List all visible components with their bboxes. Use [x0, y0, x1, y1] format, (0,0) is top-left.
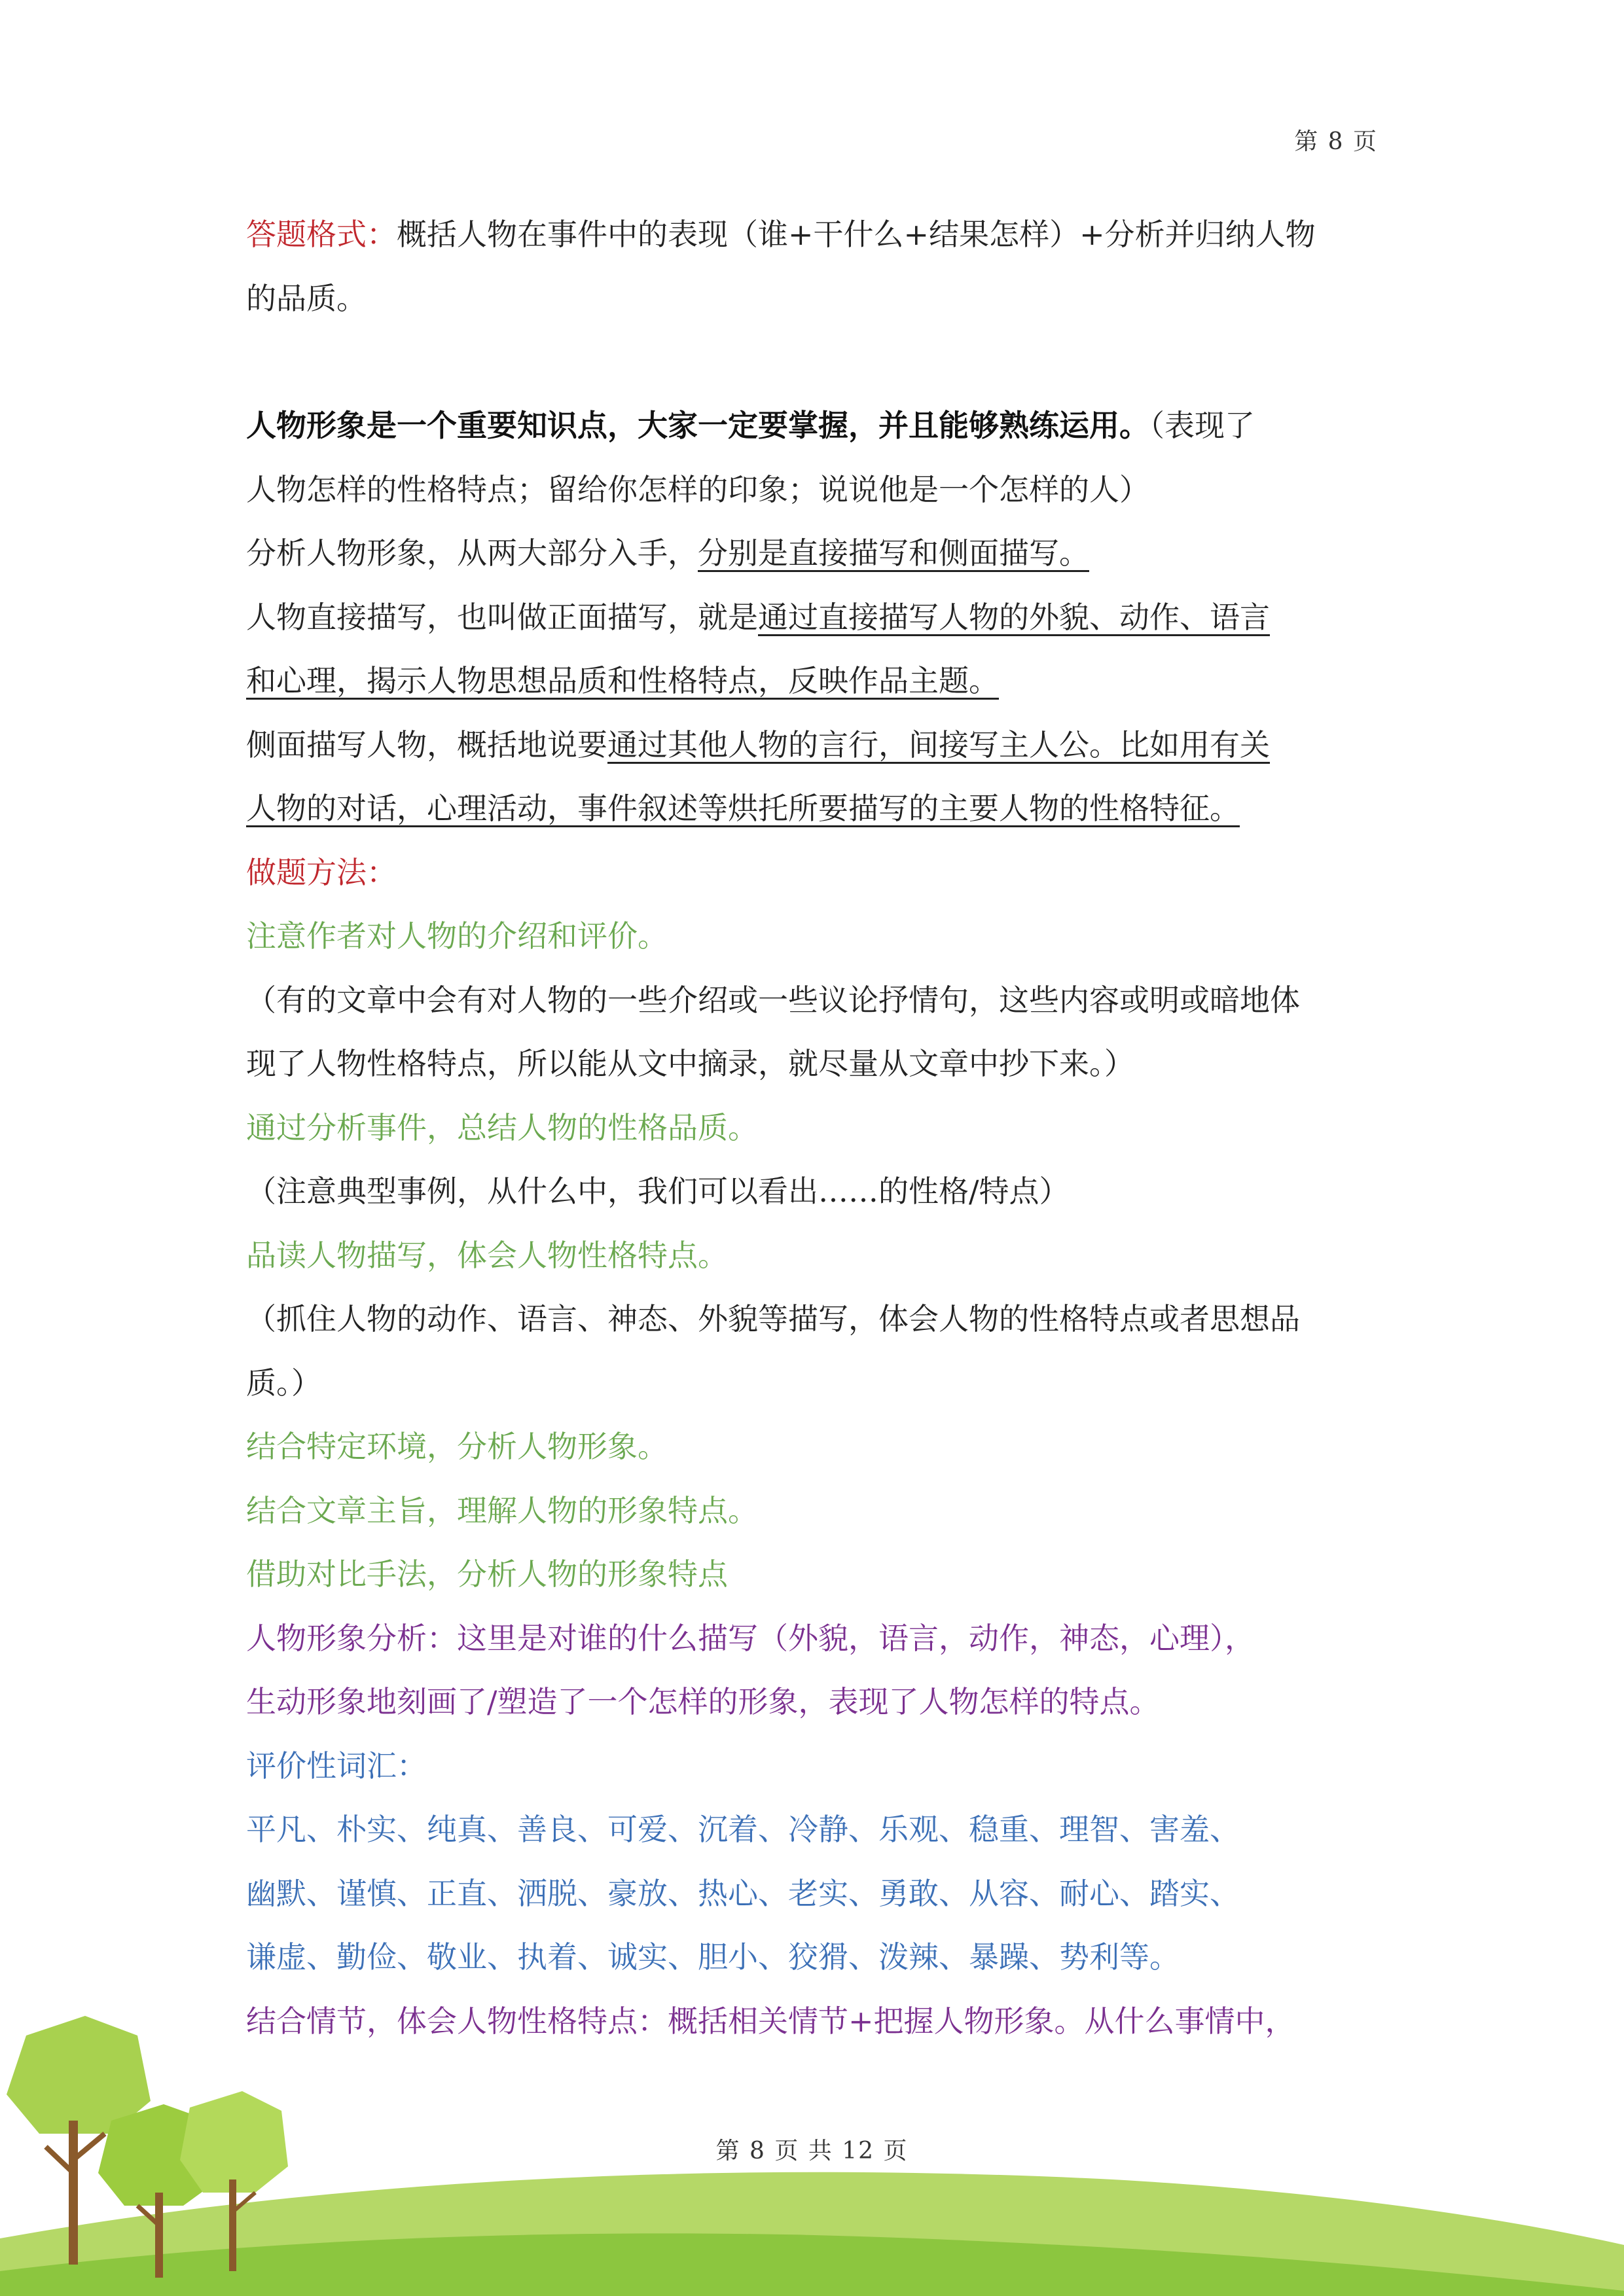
method-4: 结合特定环境，分析人物形象。	[246, 1429, 668, 1464]
answer-format-text: 概括人物在事件中的表现（谁+干什么+结果怎样）+分析并归纳人物	[397, 217, 1316, 252]
side-description-underlined-2: 人物的对话，心理活动，事件叙述等烘托所要描写的主要人物的性格特征。	[246, 791, 1240, 826]
direct-description-underlined-2: 和心理，揭示人物思想品质和性格特点，反映作品主题。	[246, 663, 999, 698]
key-point-note: （表现了	[1149, 408, 1255, 443]
analysis-parts-underlined: 分别是直接描写和侧面描写。	[698, 535, 1089, 571]
analysis-template-1: 人物形象分析：这里是对谁的什么描写（外貌，语言，动作，神态，心理），	[246, 1620, 1255, 1656]
header-page-number: 第 8 页	[1294, 128, 1378, 155]
answer-format-text-2: 的品质。	[246, 280, 367, 316]
method-2: 通过分析事件，总结人物的性格品质。	[246, 1109, 758, 1145]
method-heading-label: 做题方法：	[246, 854, 397, 890]
tree-trunk-icon	[155, 2193, 163, 2278]
key-point-note-2: 人物怎样的性格特点；留给你怎样的印象；说说他是一个怎样的人）	[246, 471, 1149, 507]
key-point-bold: 人物形象是一个重要知识点，大家一定要掌握，并且能够熟练运用。	[246, 408, 1149, 443]
method-2-note: （注意典型事例，从什么中，我们可以看出……的性格/特点）	[246, 1174, 1070, 1209]
tree-trunk-icon	[229, 2179, 236, 2271]
method-3-note-1: （抓住人物的动作、语言、神态、外貌等描写，体会人物的性格特点或者思想品	[246, 1301, 1300, 1336]
answer-format-label: 答题格式：	[246, 217, 397, 252]
analysis-template-2: 生动形象地刻画了/塑造了一个怎样的形象，表现了人物怎样的特点。	[246, 1684, 1160, 1719]
side-description-underlined: 通过其他人物的言行，间接写主人公。比如用有关	[607, 726, 1270, 762]
method-1: 注意作者对人物的介绍和评价。	[246, 918, 668, 954]
vocab-heading: 评价性词汇：	[246, 1748, 427, 1784]
method-3: 品读人物描写，体会人物性格特点。	[246, 1237, 728, 1273]
method-5: 结合文章主旨，理解人物的形象特点。	[246, 1492, 758, 1528]
analysis-parts-text: 分析人物形象，从两大部分入手，	[246, 535, 698, 571]
footer-page-count: 第 8 页 共 12 页	[715, 2138, 909, 2164]
method-1-note-1: （有的文章中会有对人物的一些介绍或一些议论抒情句，这些内容或明或暗地体	[246, 982, 1300, 1018]
vocab-line-2: 幽默、谨慎、正直、洒脱、豪放、热心、老实、勇敢、从容、耐心、踏实、	[246, 1875, 1240, 1911]
method-1-note-2: 现了人物性格特点，所以能从文中摘录，就尽量从文章中抄下来。）	[246, 1046, 1134, 1081]
side-description-text: 侧面描写人物，概括地说要	[246, 726, 607, 762]
vocab-line-3: 谦虚、勤俭、敬业、执着、诚实、胆小、狡猾、泼辣、暴躁、势利等。	[246, 1939, 1180, 1975]
direct-description-text: 人物直接描写，也叫做正面描写，就是	[246, 599, 758, 635]
direct-description-underlined: 通过直接描写人物的外貌、动作、语言	[758, 599, 1270, 635]
plot-analysis-line: 结合情节，体会人物性格特点：概括相关情节+把握人物形象。从什么事情中，	[246, 2003, 1295, 2039]
vocab-line-1: 平凡、朴实、纯真、善良、可爱、沉着、冷静、乐观、稳重、理智、害羞、	[246, 1812, 1240, 1847]
method-6: 借助对比手法，分析人物的形象特点	[246, 1556, 728, 1592]
method-3-note-2: 质。）	[246, 1365, 321, 1401]
